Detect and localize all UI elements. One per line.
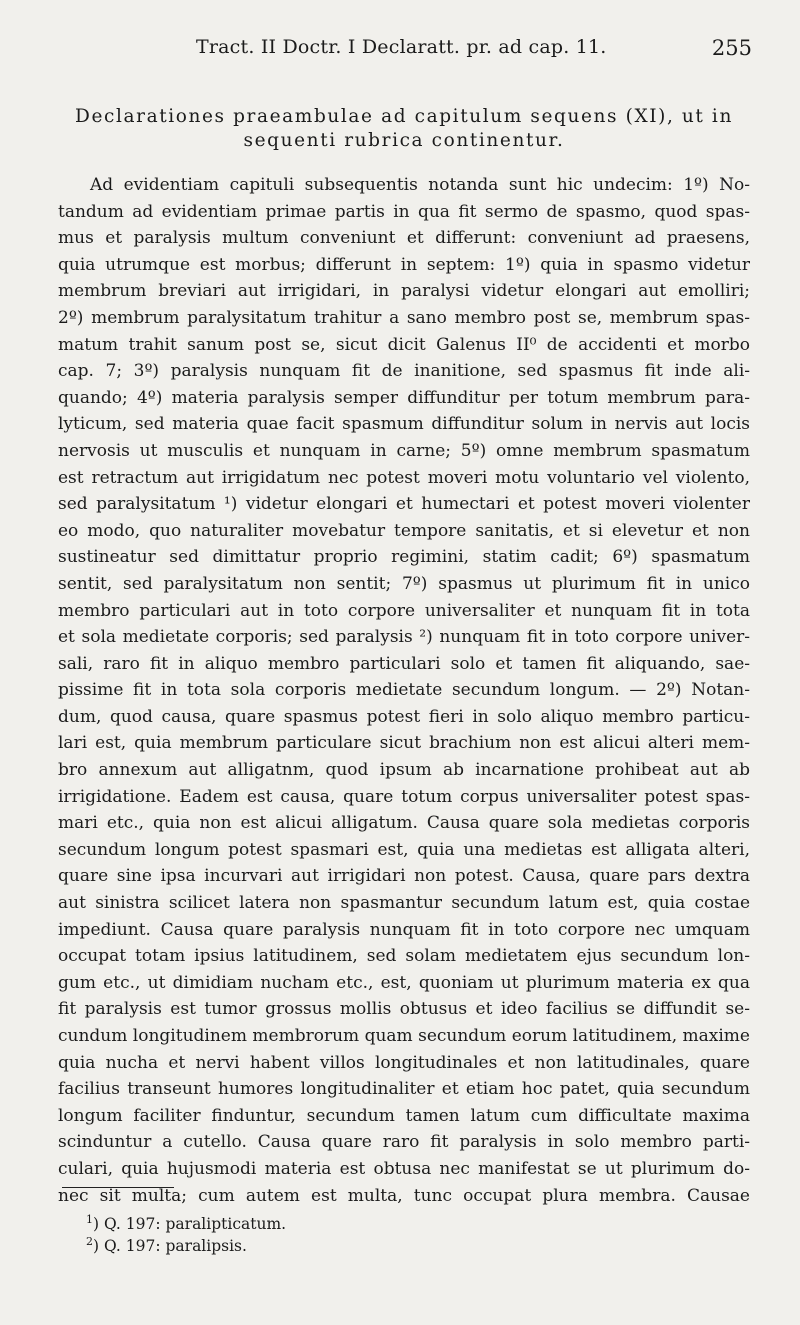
text-line: eo modo, quo naturaliter movebatur tempore sanitatis, et si elevetur et non [58, 520, 750, 541]
text-line: scinduntur a cutello. Causa quare raro fit paralysis in solo membro parti- [58, 1132, 750, 1153]
page-header [0, 36, 800, 66]
text-line: sali, raro fit in aliquo membro particulari solo et tamen fit aliquando, sae- [58, 653, 750, 674]
caption-line: sequenti rubrica continentur. [243, 130, 565, 151]
footnote [86, 1235, 286, 1257]
text-line: impediunt. Causa quare paralysis nunquam fit in toto corpore nec umquam [58, 919, 750, 940]
text-line: tandum ad evidentiam primae partis in qua fit sermo de spasmo, quod spas- [58, 201, 750, 222]
text-line: nervosis ut musculis et nunquam in carne; 5º) omne membrum spasmatum [58, 440, 750, 461]
footnote-mark: 2 [86, 1234, 93, 1248]
text-line: Ad evidentiam capituli subsequentis notanda sunt hic undecim: 1º) No- [90, 175, 750, 195]
text-line: gum etc., ut dimidiam nucham etc., est, quoniam ut plurimum materia ex qua [58, 972, 750, 993]
text-line: secundum longum potest spasmari est, quia una medietas est alligata alteri, [58, 839, 750, 860]
text-line: cundum longitudinem membrorum quam secundum eorum latitudinem, maxime [58, 1026, 750, 1046]
section-caption [64, 105, 744, 153]
footnotes [86, 1213, 286, 1257]
footnote-mark: 1 [86, 1212, 93, 1226]
text-line: lari est, quia membrum particulare sicut brachium non est alicui alteri mem- [58, 733, 750, 754]
footnote-text: ) Q. 197: paralipticatum. [93, 1215, 287, 1233]
caption-line: Declarationes praeambulae ad capitulum sequens (XI), ut in [75, 106, 733, 127]
text-line: sentit, sed paralysitatum non sentit; 7º) spasmus ut plurimum fit in unico [58, 573, 750, 594]
footnote [86, 1213, 286, 1235]
footnote-text: ) Q. 197: paralipsis. [93, 1237, 247, 1255]
text-line: est retractum aut irrigidatum nec potest moveri motu voluntario vel violento, [58, 467, 750, 488]
text-line: mus et paralysis multum conveniunt et differunt: conveniunt ad praesens, [58, 228, 750, 249]
text-line: quia nucha et nervi habent villos longitudinales et non latitudinales, quare [58, 1052, 750, 1073]
text-line: sed paralysitatum ¹) videtur elongari et humectari et potest moveri violenter [58, 494, 750, 515]
text-line: aut sinistra scilicet latera non spasmantur secundum latum est, quia costae [58, 893, 750, 914]
text-line: matum trahit sanum post se, sicut dicit Galenus II⁰ de accidenti et morbo [58, 334, 750, 355]
text-line: culari, quia hujusmodi materia est obtusa nec manifestat se ut plurimum do- [58, 1158, 750, 1179]
text-line: quando; 4º) materia paralysis semper diffunditur per totum membrum para- [58, 387, 750, 408]
text-line: cap. 7; 3º) paralysis nunquam fit de inanitione, sed spasmus fit inde ali- [58, 361, 750, 382]
text-line: et sola medietate corporis; sed paralysis ²) nunquam fit in toto corpore univer- [58, 627, 750, 648]
text-line: occupat totam ipsius latitudinem, sed solam medietatem ejus secundum lon- [58, 946, 750, 967]
text-line: fit paralysis est tumor grossus mollis obtusus et ideo facilius se diffundit se- [58, 999, 750, 1020]
footnote-divider [62, 1187, 174, 1188]
text-line: lyticum, sed materia quae facit spasmum diffunditur solum in nervis aut locis [58, 414, 750, 435]
text-line: membro particulari aut in toto corpore universaliter et nunquam fit in tota [58, 600, 750, 621]
text-line: nec sit multa; cum autem est multa, tunc occupat plura membra. Causae [58, 1185, 750, 1206]
text-line: quare sine ipsa incurvari aut irrigidari non potest. Causa, quare pars dextra [58, 866, 750, 887]
text-line: longum faciliter finduntur, secundum tamen latum cum difficultate maxima [58, 1105, 750, 1126]
text-line: pissime fit in tota sola corporis medietate secundum longum. — 2º) Notan- [58, 680, 750, 701]
text-line: quia utrumque est morbus; differunt in septem: 1º) quia in spasmo videtur [58, 254, 750, 275]
text-line: membrum breviari aut irrigidari, in paralysi videtur elongari aut emolliri; [58, 281, 750, 302]
page-number: 255 [711, 36, 752, 60]
text-line: mari etc., quia non est alicui alligatum. Causa quare sola medietas corporis [58, 813, 750, 834]
text-line: facilius transeunt humores longitudinaliter et etiam hoc patet, quia secundum [58, 1079, 750, 1100]
text-line: 2º) membrum paralysitatum trahitur a sano membro post se, membrum spas- [58, 307, 750, 328]
text-line: bro annexum aut alligatnm, quod ipsum ab incarnatione prohibeat aut ab [58, 760, 750, 781]
body-text [58, 172, 750, 1209]
text-line: dum, quod causa, quare spasmus potest fieri in solo aliquo membro particu- [58, 706, 750, 727]
text-line: sustineatur sed dimittatur proprio regimini, statim cadit; 6º) spasmatum [58, 547, 750, 568]
text-line: irrigidatione. Eadem est causa, quare totum corpus universaliter potest spas- [58, 786, 750, 807]
running-title: Tract. II Doctr. I Declaratt. pr. ad cap. 11. [196, 36, 607, 58]
